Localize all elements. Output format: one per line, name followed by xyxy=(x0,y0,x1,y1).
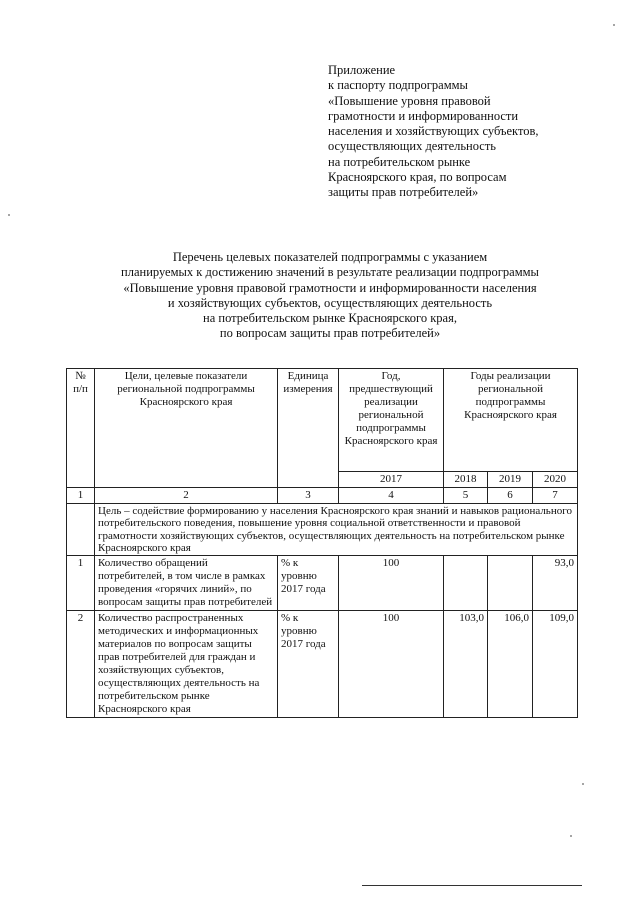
goal-num-cell xyxy=(67,504,95,556)
header-years: Годы реализации региональной подпрограммы Красноярского края xyxy=(444,369,578,472)
bottom-rule xyxy=(362,885,582,886)
table-row xyxy=(67,556,578,611)
annex-line: «Повышение уровня правовой xyxy=(328,93,491,108)
annex-line: защиты прав потребителей» xyxy=(328,185,479,200)
annex-note xyxy=(328,63,628,201)
title-line: на потребительском рынке Красноярского края, xyxy=(203,311,457,326)
row-base-value: 100 xyxy=(339,556,444,611)
title-line: планируемых к достижению значений в результате реализации подпрограммы xyxy=(121,265,539,280)
indicators-table xyxy=(66,368,578,718)
row-unit: % к уровню 2017 года xyxy=(278,611,339,718)
col-number: 5 xyxy=(444,488,488,504)
row-base-value: 100 xyxy=(339,611,444,718)
title-line: «Повышение уровня правовой грамотности и информированности населения xyxy=(123,280,537,295)
title-line: Перечень целевых показателей подпрограммы с указанием xyxy=(172,250,488,264)
scan-speck xyxy=(8,214,10,216)
scan-speck xyxy=(613,24,615,26)
annex-line: к паспорту подпрограммы xyxy=(328,78,468,93)
row-value-2018: 103,0 xyxy=(444,611,488,718)
col-number: 6 xyxy=(488,488,533,504)
col-number: 2 xyxy=(95,488,278,504)
row-value-2020: 109,0 xyxy=(533,611,578,718)
annex-line: Приложение xyxy=(328,63,396,77)
goal-text: Цель – содействие формированию у населения Красноярского края знаний и навыков рационального потребительского поведения, повышение уровня социальной ответственности и правовой грамотности хозяйствующих субъектов, осуществляющих деятельность на потребительском рынке Красноярского края xyxy=(95,504,578,556)
header-prev-year: Год, предшествующий реализации региональной подпрограммы Красноярского края xyxy=(339,369,444,472)
title-line: и хозяйствующих субъектов, осуществляющих деятельность xyxy=(167,295,493,310)
row-value-2019 xyxy=(488,556,533,611)
col-number: 7 xyxy=(533,488,578,504)
year-2017: 2017 xyxy=(339,472,444,488)
header-unit: Единица измерения xyxy=(278,369,339,488)
annex-line: грамотности и информированности xyxy=(328,108,519,123)
row-indicator: Количество обращений потребителей, в том числе в рамках проведения «горячих линий», по вопросам защиты прав потребителей xyxy=(95,556,278,611)
col-number: 1 xyxy=(67,488,95,504)
row-num: 2 xyxy=(67,611,95,718)
row-indicator: Количество распространенных методических и информационных материалов по вопросам защиты прав потребителей для граждан и хозяйствующих субъектов, осуществляющих деятельность на потребительском рынке Красноярского края xyxy=(95,611,278,718)
year-2020: 2020 xyxy=(533,472,578,488)
row-unit: % к уровню 2017 года xyxy=(278,556,339,611)
scan-speck xyxy=(570,835,572,837)
table-header-row xyxy=(67,369,578,472)
row-num: 1 xyxy=(67,556,95,611)
year-2019: 2019 xyxy=(488,472,533,488)
col-number: 4 xyxy=(339,488,444,504)
year-2018: 2018 xyxy=(444,472,488,488)
annex-line: осуществляющих деятельность xyxy=(328,139,497,154)
annex-line: населения и хозяйствующих субъектов, xyxy=(328,124,539,139)
annex-line: на потребительском рынке xyxy=(328,154,471,169)
row-value-2020: 93,0 xyxy=(533,556,578,611)
col-number: 3 xyxy=(278,488,339,504)
column-number-row xyxy=(67,488,578,504)
goal-row xyxy=(67,504,578,556)
header-goals: Цели, целевые показатели региональной подпрограммы Красноярского края xyxy=(95,369,278,488)
document-title xyxy=(40,250,620,342)
title-line: по вопросам защиты прав потребителей» xyxy=(219,326,441,341)
row-value-2019: 106,0 xyxy=(488,611,533,718)
row-value-2018 xyxy=(444,556,488,611)
annex-line: Красноярского края, по вопросам xyxy=(328,170,507,185)
table-row xyxy=(67,611,578,718)
scan-speck xyxy=(582,783,584,785)
header-num: № п/п xyxy=(67,369,95,488)
